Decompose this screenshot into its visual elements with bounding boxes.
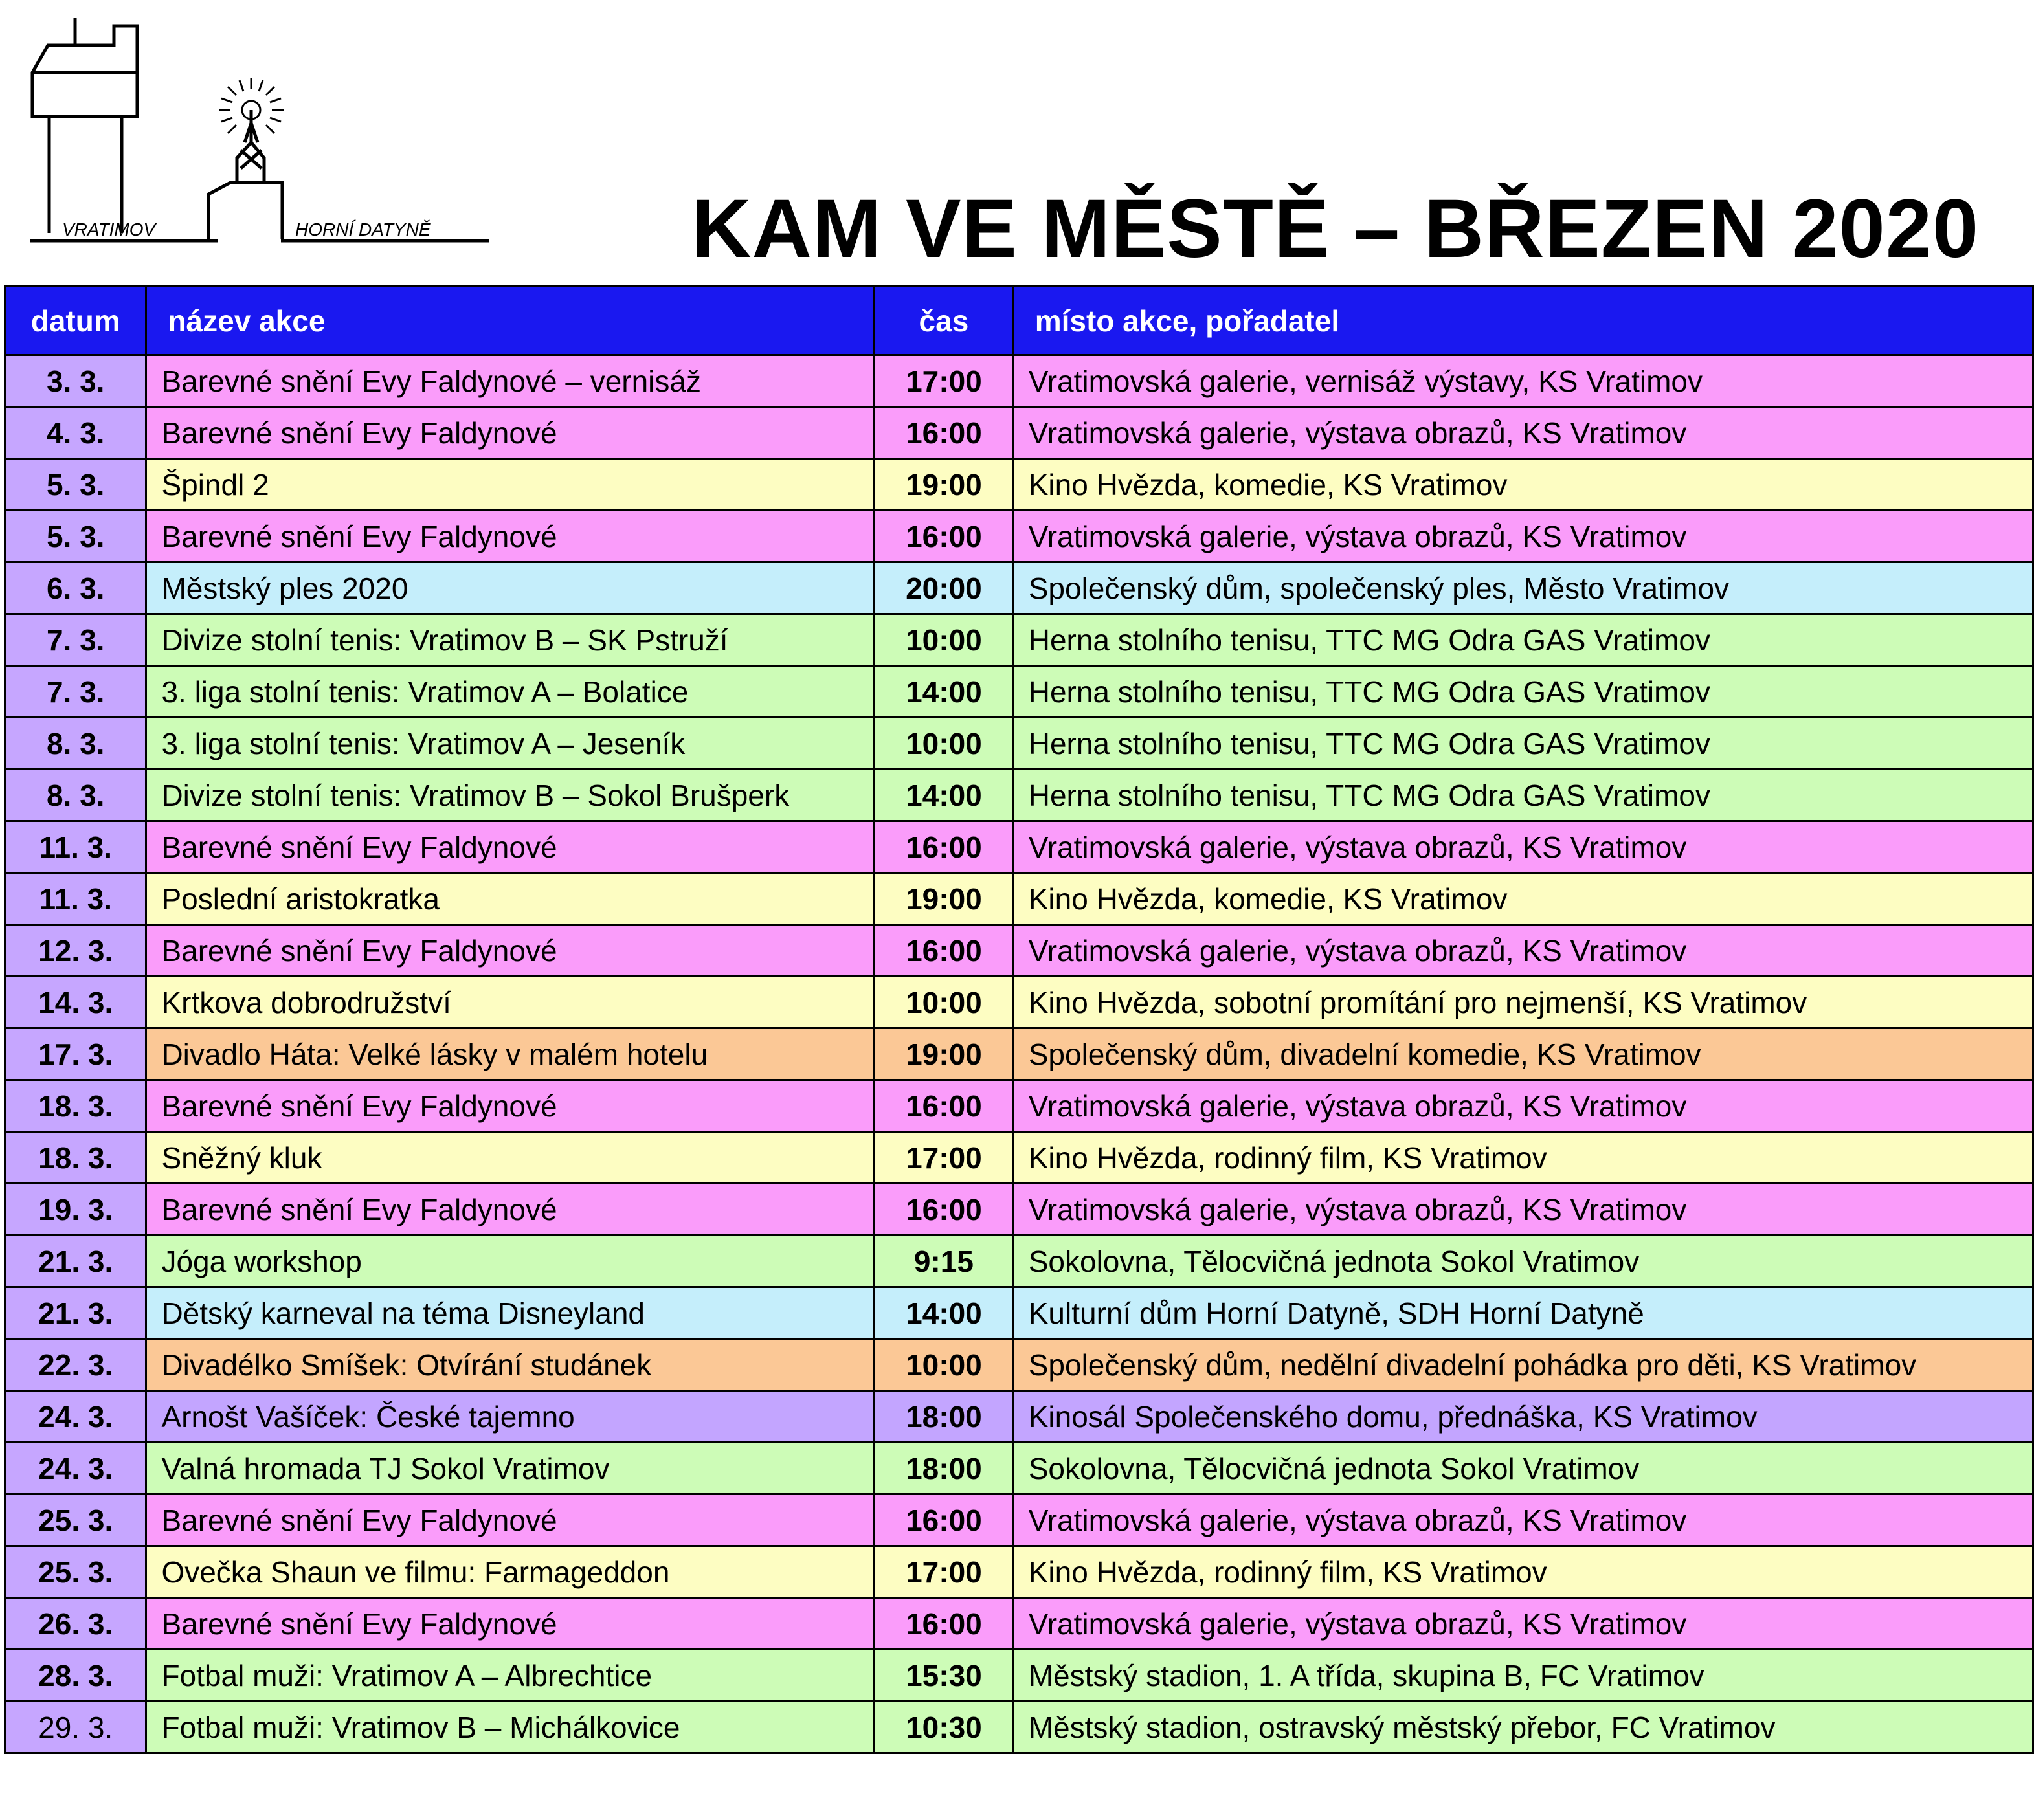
table-row (5, 1080, 2033, 1132)
event-time: 20:00 (875, 562, 1014, 614)
event-time: 18:00 (875, 1443, 1014, 1494)
event-time: 16:00 (875, 511, 1014, 562)
event-name: Divadélko Smíšek: Otvírání studánek (146, 1339, 875, 1391)
event-name: Barevné snění Evy Faldynové (146, 407, 875, 459)
event-place: Vratimovská galerie, výstava obrazů, KS Vratimov (1013, 1080, 2033, 1132)
event-place: Herna stolního tenisu, TTC MG Odra GAS Vratimov (1013, 770, 2033, 821)
page-title: KAM VE MĚSTĚ – BŘEZEN 2020 (691, 183, 1980, 275)
table-row (5, 770, 2033, 821)
table-row (5, 925, 2033, 977)
table-row (5, 562, 2033, 614)
event-time: 15:30 (875, 1650, 1014, 1702)
table-row (5, 1546, 2033, 1598)
table-row (5, 407, 2033, 459)
event-place: Kulturní dům Horní Datyně, SDH Horní Datyně (1013, 1287, 2033, 1339)
table-row (5, 1028, 2033, 1080)
event-place: Městský stadion, 1. A třída, skupina B, FC Vratimov (1013, 1650, 2033, 1702)
event-date: 3. 3. (5, 355, 146, 407)
event-place: Kinosál Společenského domu, přednáška, KS Vratimov (1013, 1391, 2033, 1443)
table-row (5, 718, 2033, 770)
event-date: 11. 3. (5, 821, 146, 873)
table-row (5, 1598, 2033, 1650)
event-time: 10:00 (875, 614, 1014, 666)
table-row (5, 459, 2033, 511)
events-table (4, 285, 2034, 1754)
logo-text-vratimov: VRATIMOV (62, 219, 156, 239)
event-name: Poslední aristokratka (146, 873, 875, 925)
event-date: 21. 3. (5, 1236, 146, 1287)
logo-water-tower-windmill (23, 13, 502, 259)
event-name: Barevné snění Evy Faldynové (146, 821, 875, 873)
table-row (5, 977, 2033, 1028)
table-row (5, 666, 2033, 718)
event-date: 25. 3. (5, 1494, 146, 1546)
table-row (5, 355, 2033, 407)
header-time: čas (875, 287, 1014, 355)
events-table-body (5, 355, 2033, 1753)
event-name: Sněžný kluk (146, 1132, 875, 1184)
event-name: Jóga workshop (146, 1236, 875, 1287)
event-time: 17:00 (875, 1546, 1014, 1598)
event-name: Divadlo Háta: Velké lásky v malém hotelu (146, 1028, 875, 1080)
event-place: Vratimovská galerie, výstava obrazů, KS Vratimov (1013, 407, 2033, 459)
event-date: 8. 3. (5, 718, 146, 770)
event-date: 29. 3. (5, 1702, 146, 1753)
event-place: Vratimovská galerie, výstava obrazů, KS Vratimov (1013, 1494, 2033, 1546)
event-place: Sokolovna, Tělocvičná jednota Sokol Vratimov (1013, 1443, 2033, 1494)
table-row (5, 1184, 2033, 1236)
table-row (5, 1702, 2033, 1753)
table-row (5, 1391, 2033, 1443)
event-date: 22. 3. (5, 1339, 146, 1391)
table-row (5, 1339, 2033, 1391)
event-time: 10:00 (875, 977, 1014, 1028)
event-place: Kino Hvězda, komedie, KS Vratimov (1013, 459, 2033, 511)
event-name: Městský ples 2020 (146, 562, 875, 614)
event-place: Vratimovská galerie, výstava obrazů, KS Vratimov (1013, 925, 2033, 977)
event-place: Kino Hvězda, komedie, KS Vratimov (1013, 873, 2033, 925)
event-place: Společenský dům, divadelní komedie, KS Vratimov (1013, 1028, 2033, 1080)
event-place: Kino Hvězda, sobotní promítání pro nejmenší, KS Vratimov (1013, 977, 2033, 1028)
event-date: 19. 3. (5, 1184, 146, 1236)
event-time: 14:00 (875, 666, 1014, 718)
event-time: 10:00 (875, 718, 1014, 770)
logo-text-horni-datyne: HORNÍ DATYNĚ (295, 219, 431, 239)
event-name: Fotbal muži: Vratimov A – Albrechtice (146, 1650, 875, 1702)
windmill-icon (208, 183, 282, 239)
event-name: Divize stolní tenis: Vratimov B – Sokol Brušperk (146, 770, 875, 821)
event-name: Barevné snění Evy Faldynové (146, 1598, 875, 1650)
table-header-row (5, 287, 2033, 355)
event-time: 16:00 (875, 821, 1014, 873)
event-place: Městský stadion, ostravský městský přebor, FC Vratimov (1013, 1702, 2033, 1753)
event-time: 16:00 (875, 1184, 1014, 1236)
event-name: Barevné snění Evy Faldynové (146, 1080, 875, 1132)
event-date: 18. 3. (5, 1132, 146, 1184)
event-date: 5. 3. (5, 511, 146, 562)
event-name: Fotbal muži: Vratimov B – Michálkovice (146, 1702, 875, 1753)
table-row (5, 1494, 2033, 1546)
event-name: Ovečka Shaun ve filmu: Farmageddon (146, 1546, 875, 1598)
event-place: Vratimovská galerie, výstava obrazů, KS Vratimov (1013, 821, 2033, 873)
event-date: 12. 3. (5, 925, 146, 977)
event-time: 16:00 (875, 407, 1014, 459)
event-name: Špindl 2 (146, 459, 875, 511)
table-row (5, 511, 2033, 562)
event-time: 19:00 (875, 1028, 1014, 1080)
event-name: 3. liga stolní tenis: Vratimov A – Bolatice (146, 666, 875, 718)
event-time: 14:00 (875, 770, 1014, 821)
event-place: Herna stolního tenisu, TTC MG Odra GAS Vratimov (1013, 666, 2033, 718)
table-row (5, 1287, 2033, 1339)
event-date: 7. 3. (5, 666, 146, 718)
event-date: 14. 3. (5, 977, 146, 1028)
event-time: 17:00 (875, 1132, 1014, 1184)
event-date: 26. 3. (5, 1598, 146, 1650)
water-tower-icon (32, 18, 137, 233)
event-place: Sokolovna, Tělocvičná jednota Sokol Vratimov (1013, 1236, 2033, 1287)
event-time: 17:00 (875, 355, 1014, 407)
event-date: 18. 3. (5, 1080, 146, 1132)
event-time: 10:30 (875, 1702, 1014, 1753)
event-name: Divize stolní tenis: Vratimov B – SK Pstruží (146, 614, 875, 666)
event-date: 21. 3. (5, 1287, 146, 1339)
event-date: 17. 3. (5, 1028, 146, 1080)
table-row (5, 821, 2033, 873)
event-date: 25. 3. (5, 1546, 146, 1598)
event-time: 10:00 (875, 1339, 1014, 1391)
event-time: 19:00 (875, 873, 1014, 925)
event-name: 3. liga stolní tenis: Vratimov A – Jeseník (146, 718, 875, 770)
event-name: Barevné snění Evy Faldynové (146, 925, 875, 977)
table-row (5, 1650, 2033, 1702)
event-name: Dětský karneval na téma Disneyland (146, 1287, 875, 1339)
event-place: Kino Hvězda, rodinný film, KS Vratimov (1013, 1132, 2033, 1184)
event-place: Vratimovská galerie, výstava obrazů, KS Vratimov (1013, 1184, 2033, 1236)
event-time: 16:00 (875, 1080, 1014, 1132)
event-date: 6. 3. (5, 562, 146, 614)
table-row (5, 873, 2033, 925)
event-place: Společenský dům, společenský ples, Město Vratimov (1013, 562, 2033, 614)
event-date: 11. 3. (5, 873, 146, 925)
table-row (5, 1236, 2033, 1287)
event-name: Barevné snění Evy Faldynové (146, 1184, 875, 1236)
event-date: 5. 3. (5, 459, 146, 511)
event-place: Herna stolního tenisu, TTC MG Odra GAS Vratimov (1013, 718, 2033, 770)
header-date: datum (5, 287, 146, 355)
event-time: 9:15 (875, 1236, 1014, 1287)
event-time: 16:00 (875, 1598, 1014, 1650)
event-name: Valná hromada TJ Sokol Vratimov (146, 1443, 875, 1494)
event-place: Vratimovská galerie, vernisáž výstavy, KS Vratimov (1013, 355, 2033, 407)
event-name: Arnošt Vašíček: České tajemno (146, 1391, 875, 1443)
table-row (5, 1443, 2033, 1494)
event-time: 16:00 (875, 1494, 1014, 1546)
header-place: místo akce, pořadatel (1013, 287, 2033, 355)
event-place: Kino Hvězda, rodinný film, KS Vratimov (1013, 1546, 2033, 1598)
table-row (5, 1132, 2033, 1184)
table-row (5, 614, 2033, 666)
event-time: 14:00 (875, 1287, 1014, 1339)
header-name: název akce (146, 287, 875, 355)
event-date: 7. 3. (5, 614, 146, 666)
event-date: 8. 3. (5, 770, 146, 821)
event-name: Barevné snění Evy Faldynové (146, 1494, 875, 1546)
event-time: 19:00 (875, 459, 1014, 511)
event-name: Barevné snění Evy Faldynové – vernisáž (146, 355, 875, 407)
event-place: Vratimovská galerie, výstava obrazů, KS Vratimov (1013, 1598, 2033, 1650)
event-time: 18:00 (875, 1391, 1014, 1443)
event-place: Společenský dům, nedělní divadelní pohádka pro děti, KS Vratimov (1013, 1339, 2033, 1391)
event-time: 16:00 (875, 925, 1014, 977)
event-date: 28. 3. (5, 1650, 146, 1702)
event-date: 24. 3. (5, 1443, 146, 1494)
event-place: Vratimovská galerie, výstava obrazů, KS Vratimov (1013, 511, 2033, 562)
event-name: Barevné snění Evy Faldynové (146, 511, 875, 562)
event-name: Krtkova dobrodružství (146, 977, 875, 1028)
event-date: 4. 3. (5, 407, 146, 459)
event-place: Herna stolního tenisu, TTC MG Odra GAS Vratimov (1013, 614, 2033, 666)
event-date: 24. 3. (5, 1391, 146, 1443)
